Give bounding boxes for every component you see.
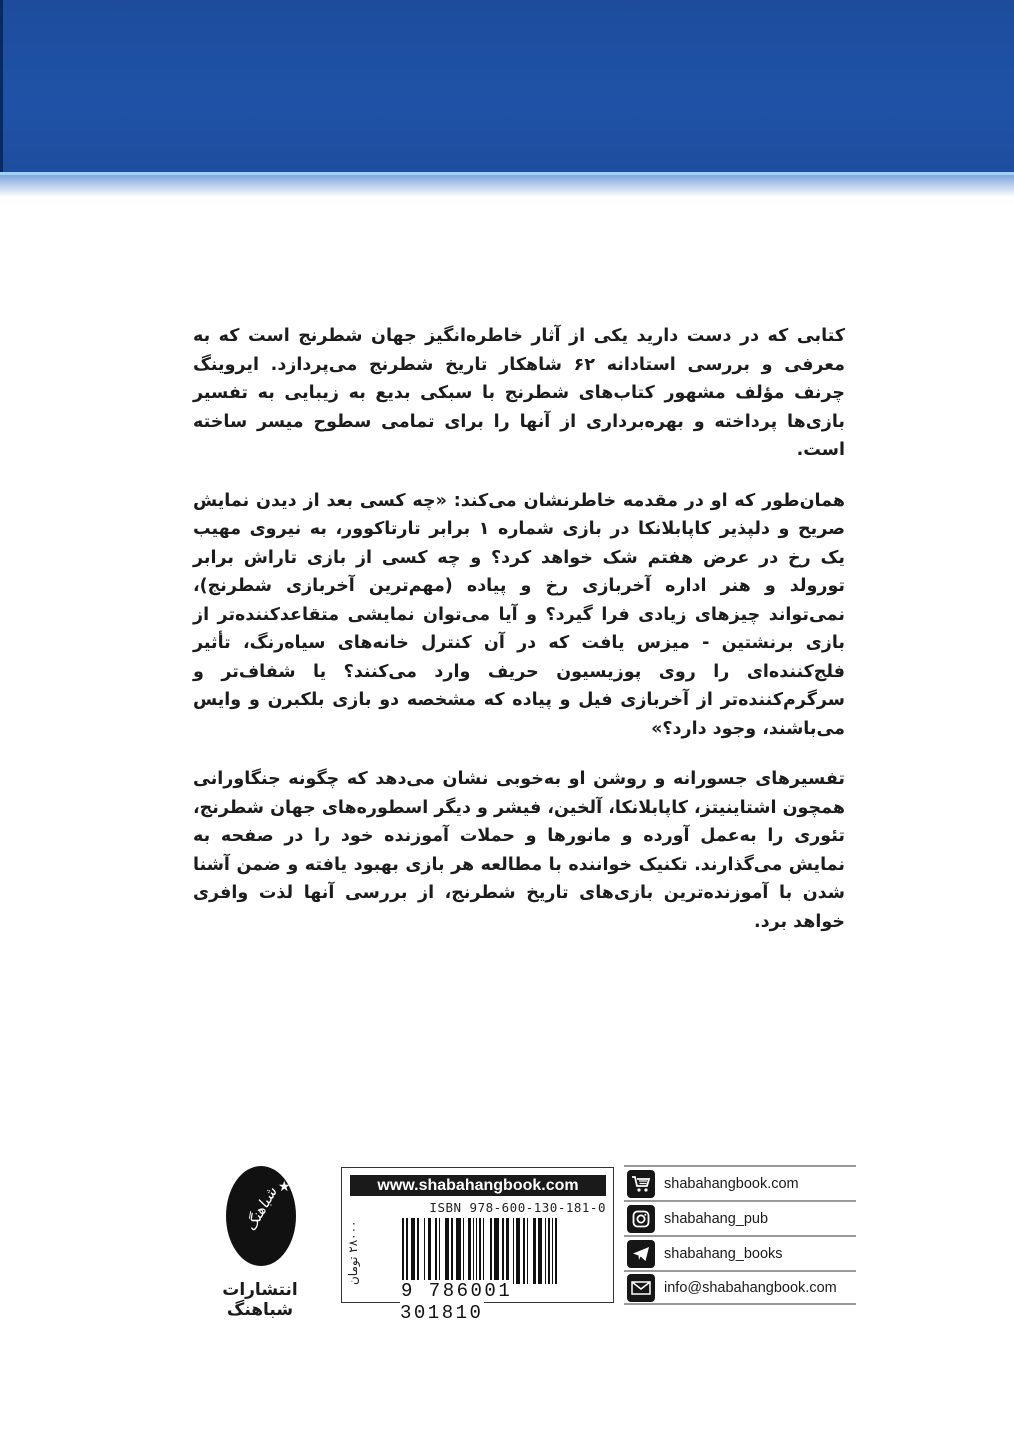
telegram-icon [627,1240,655,1268]
logo-script-text: شباهنگ [241,1183,281,1235]
contact-label: shabahang_pub [664,1210,769,1227]
contact-email[interactable] [624,1270,856,1305]
website-url: www.shabahangbook.com [350,1175,606,1196]
blurb-paragraph-2: همان‌طور که او در مقدمه خاطرنشان می‌کند: «چه کسی بعد از دیدن نمایش صریح و دلپذیر کاپابلانکا در بازی شماره ۱ برابر تارتاکوور، به نیروی مهیب یک رخ در عرض هفتم شک خواهد کرد؟ و چه کسی از بازی تاراش برابر تورولد و هنر اداره آخربازی رخ و پیاده (مهم‌ترین آخربازی شطرنج)، نمی‌تواند چیزهای زیادی فرا گیرد؟ و آیا می‌توان نمایشی متقاعدکننده‌تر از بازی برنشتین - میزس یافت که در آن کنترل خانه‌های سیاه‌رنگ، تأثیر فلج‌کننده‌ای را روی پوزیسیون حریف وارد می‌کنند؟ یا شفاف‌تر و سرگرم‌کننده‌تر از آخربازی فیل و پیاده که مشخصه دو بازی بلکبرن و وایس می‌باشند، وجود دارد؟» [193,490,845,739]
cover-top-band [0,0,1014,172]
blurb-paragraph-1: کتابی که در دست دارید یکی از آثار خاطره‌انگیز جهان شطرنج است که به معرفی و بررسی استادانه ۶۲ شاهکار تاریخ شطرنج می‌پردازد. ایروینگ چرنف مؤلف مشهور کتاب‌های شطرنج با سبکی بدیع به زیبایی به تفسیر بازی‌ها پرداخته و بهره‌برداری از آنها را برای تمامی سطوح میسر ساخته است. [193,326,846,460]
barcode-digits [400,1280,610,1324]
contact-label: shabahangbook.com [664,1175,799,1192]
contact-telegram[interactable] [624,1235,856,1270]
contact-list [624,1165,856,1305]
contact-label: info@shabahangbook.com [664,1279,837,1296]
contact-instagram[interactable] [624,1200,856,1235]
cover-spine-edge [0,0,3,172]
envelope-icon [627,1274,655,1302]
star-icon: ★ [278,1179,291,1195]
cart-icon [627,1170,655,1198]
barcode-number: 9 786001 301810 [400,1280,513,1324]
price-label: ۲۸۰۰۰ تومان [346,1220,360,1286]
publisher-logo [190,1166,330,1320]
barcode-bars [402,1218,606,1284]
instagram-icon [627,1205,655,1233]
barcode-box [341,1167,614,1324]
back-cover-blurb [193,322,845,958]
publisher-name: انتشارات شباهنگ [222,1280,298,1320]
logo-oval [226,1166,296,1266]
contact-website[interactable] [624,1165,856,1200]
blurb-paragraph-3: تفسیرهای جسورانه و روشن او به‌خوبی نشان می‌دهد که چگونه جنگاورانی همچون اشتاینیتز، کاپابلانکا، آلخین، فیشر و دیگر اسطوره‌های جهان شطرنج، تئوری را به‌عمل آورده و مانورها و حملات آموزنده خود را در صفحه به نمایش می‌گذارند. تکنیک خواننده با مطالعه هر بازی بهبود یافته و ضمن آشنا شدن با آموزنده‌ترین بازی‌های تاریخ شطرنج، از بررسی آنها لذت وافری خواهد برد. [193,769,845,932]
isbn-label: ISBN 978-600-130-181-0 [429,1200,606,1215]
cover-gradient-fade [0,175,1014,197]
contact-label: shabahang_books [664,1245,783,1262]
